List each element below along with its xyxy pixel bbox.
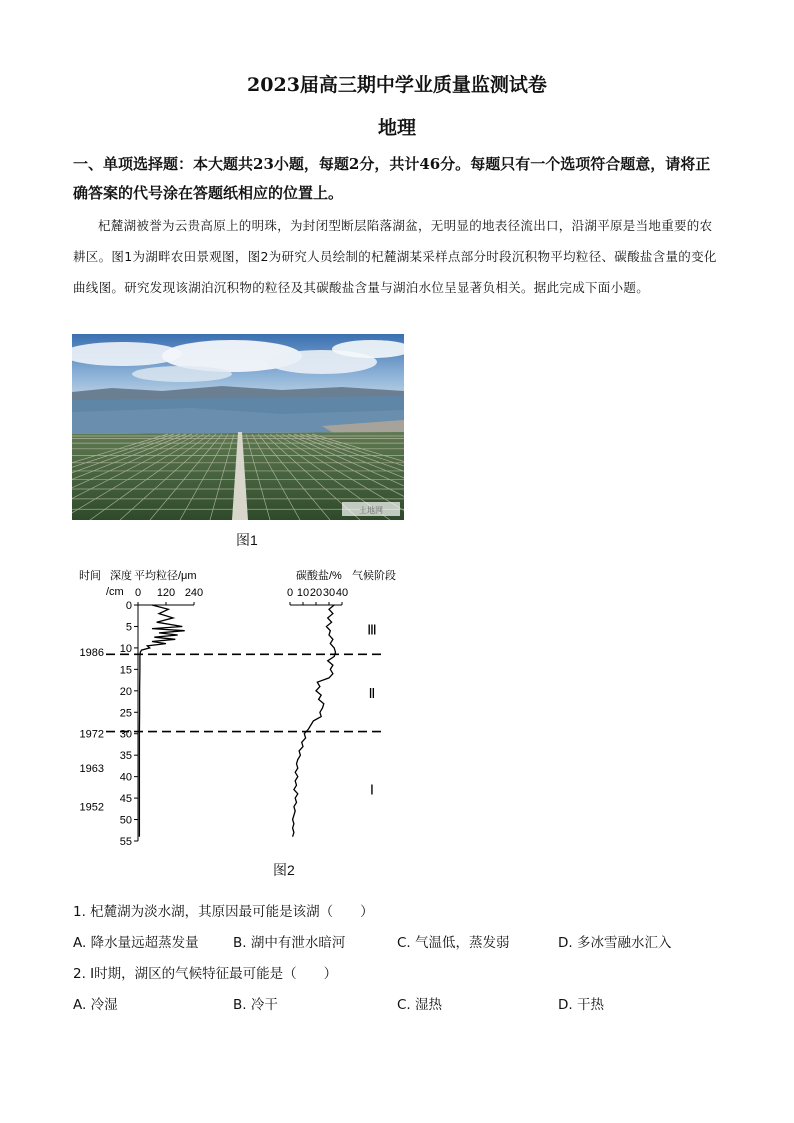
depth-tick-label: 35	[119, 750, 132, 763]
question-1-option-d[interactable]	[558, 931, 671, 951]
option-letter: C.	[397, 935, 411, 951]
depth-tick-label: 0	[125, 600, 132, 612]
stage-label: Ⅲ	[367, 621, 377, 638]
grain-size-curve	[139, 605, 184, 837]
depth-tick-label: 40	[119, 771, 132, 784]
figure1-caption: 图1	[236, 532, 258, 548]
label-time: 时间	[79, 570, 101, 582]
question-1-option-a[interactable]	[73, 931, 199, 951]
subject-title: 地理	[377, 117, 416, 139]
stage-label: Ⅱ	[368, 684, 376, 701]
figure2-caption: 图2	[273, 862, 295, 878]
question-1-stem: 1. 杞麓湖为淡水湖，其原因最可能是该湖（ ）	[73, 904, 374, 920]
sediment-chart	[70, 565, 410, 855]
carbonate-curve	[293, 605, 336, 837]
question-2-option-b[interactable]	[233, 993, 278, 1013]
depth-tick-label: 20	[119, 685, 132, 698]
label-carbonate: 碳酸盐/%	[296, 570, 342, 582]
depth-tick-label: 5	[125, 621, 132, 634]
reading-passage: 杞麓湖被誉为云贵高原上的明珠，为封闭型断层陷落湖盆，无明显的地表径流出口，沿湖平原是当地重要的农耕区。图1为湖畔农田景观图，图2为研究人员绘制的杞麓湖某采样点部分时段沉积物平均粒径、碳酸盐含量的变化曲线图。研究发现该湖泊沉积物的粒径及其碳酸盐含量与湖泊水位呈显著负相关。据此完成下面小题。	[73, 218, 717, 295]
depth-tick-label: 45	[119, 793, 132, 806]
carbonate-tick-label: 40	[335, 587, 349, 599]
question-2-option-d[interactable]	[558, 993, 604, 1013]
year-label: 1952	[79, 801, 104, 814]
question-2-option-c[interactable]	[397, 993, 442, 1013]
question-1-option-c[interactable]	[397, 931, 510, 951]
option-letter: A.	[73, 997, 87, 1013]
question-2-stem: 2. Ⅰ时期，湖区的气候特征最可能是（ ）	[73, 966, 338, 982]
carbonate-tick-label: 0	[286, 587, 294, 599]
option-letter: C.	[397, 997, 411, 1013]
year-label: 1986	[79, 647, 104, 660]
lake-farmland-photo	[72, 334, 404, 520]
option-letter: B.	[233, 935, 247, 951]
depth-tick-label: 30	[119, 728, 132, 741]
depth-tick-label: 15	[119, 664, 132, 677]
grain-tick-label: 0	[134, 587, 142, 599]
exam-title: 2023届高三期中学业质量监测试卷	[247, 74, 547, 96]
option-letter: D.	[558, 935, 573, 951]
photo-watermark: 土地网	[359, 506, 383, 515]
grain-tick-label: 120	[156, 587, 176, 599]
depth-tick-label: 10	[119, 642, 132, 655]
carbonate-tick-label: 20	[309, 587, 323, 599]
option-text: 湖中有泄水暗河	[250, 935, 346, 951]
label-depth-unit: /cm	[106, 586, 124, 598]
option-letter: D.	[558, 997, 573, 1013]
section-heading: 一、单项选择题：本大题共23小题，每题2分，共计46分。每题只有一个选项符合题意，请将正确答案的代号涂在答题纸相应的位置上。	[73, 155, 711, 202]
option-text: 湿热	[415, 997, 443, 1013]
year-label: 1972	[79, 728, 104, 741]
carbonate-tick-label: 10	[296, 587, 310, 599]
option-text: 冷湿	[90, 997, 118, 1013]
depth-tick-label: 55	[119, 836, 132, 848]
option-text: 干热	[576, 997, 604, 1013]
option-letter: A.	[73, 935, 87, 951]
depth-tick-label: 50	[119, 814, 132, 827]
grain-tick-label: 240	[184, 587, 204, 599]
option-text: 多冰雪融水汇入	[576, 935, 672, 951]
option-text: 气温低，蒸发弱	[415, 935, 510, 951]
question-1-option-b[interactable]	[233, 931, 345, 951]
depth-tick-label: 25	[119, 707, 132, 720]
option-text: 冷干	[250, 997, 278, 1013]
option-text: 降水量远超蒸发量	[90, 935, 199, 951]
stage-label: Ⅰ	[369, 781, 375, 798]
question-2-option-a[interactable]	[73, 993, 118, 1013]
label-depth: 深度	[110, 570, 132, 582]
label-stage: 气候阶段	[352, 570, 396, 582]
carbonate-tick-label: 30	[322, 587, 336, 599]
option-letter: B.	[233, 997, 247, 1013]
year-label: 1963	[79, 763, 104, 776]
label-grain: 平均粒径/μm	[134, 570, 197, 582]
